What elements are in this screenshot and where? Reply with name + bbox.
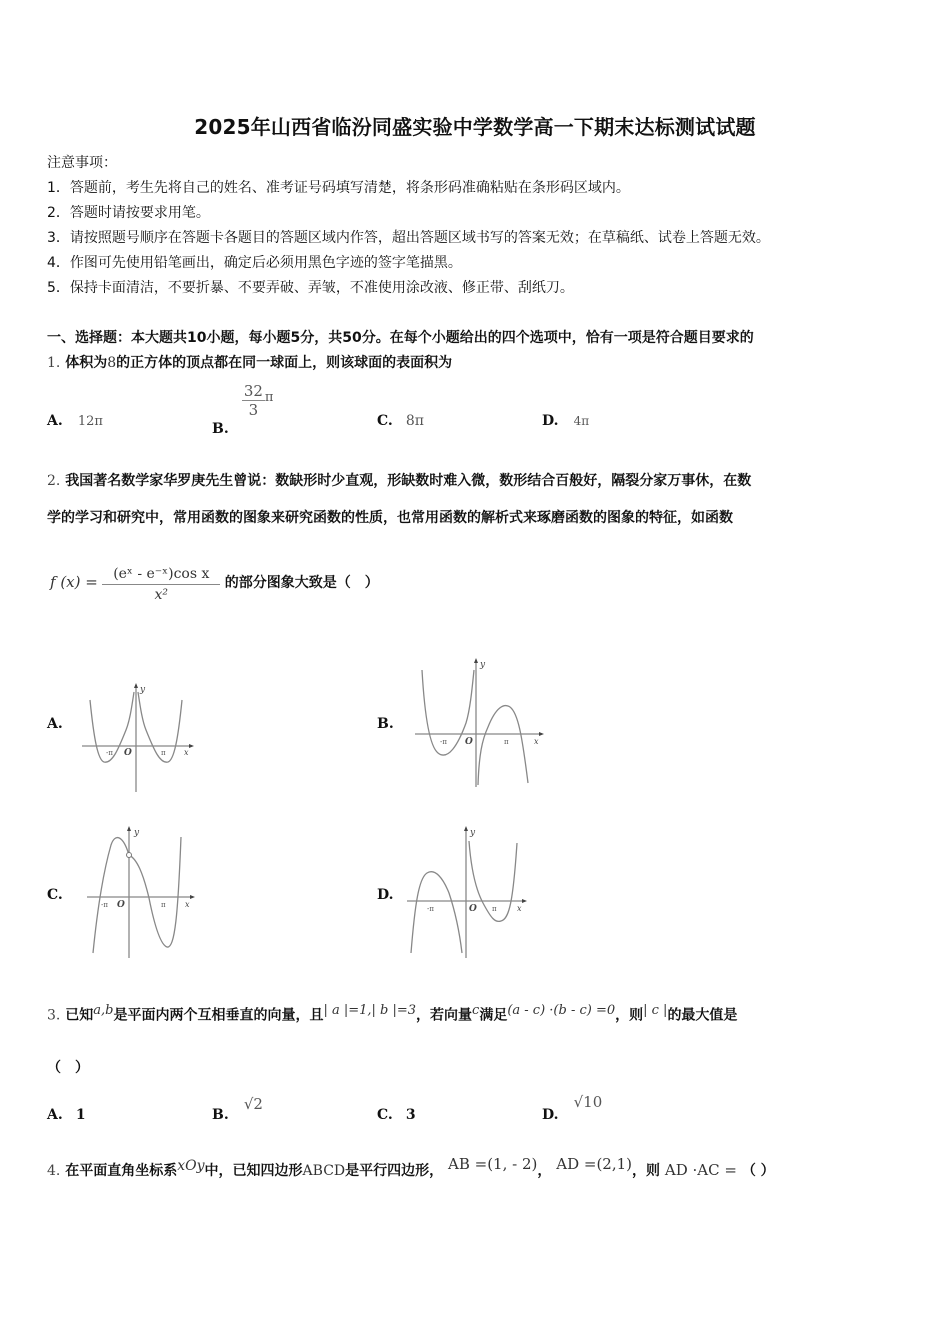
option-value: √2 bbox=[243, 1095, 263, 1113]
svg-text:-π: -π bbox=[106, 749, 113, 757]
option-label: C. bbox=[377, 413, 393, 429]
svg-text:O: O bbox=[124, 748, 132, 758]
option-label: B. bbox=[212, 1107, 229, 1123]
question-text: 我国著名数学家华罗庚先生曾说：数缺形时少直观，形缺数时难入微，数形结合百般好，隔裂分家万事休，在数 bbox=[65, 473, 752, 489]
option-value: π bbox=[264, 390, 274, 405]
svg-text:y: y bbox=[480, 660, 486, 670]
math-expression: c bbox=[472, 1003, 480, 1018]
formula-denominator: x² bbox=[154, 587, 169, 603]
q2-graph-c[interactable] bbox=[85, 823, 200, 963]
svg-text:-π: -π bbox=[440, 738, 447, 746]
svg-text:y: y bbox=[470, 828, 476, 838]
math-expression: | a |=1,| b |=3 bbox=[323, 1003, 417, 1018]
svg-text:x: x bbox=[534, 737, 539, 746]
option-label: D. bbox=[542, 413, 559, 429]
question-3 bbox=[47, 1003, 737, 1025]
option-value: 1 bbox=[75, 1107, 86, 1123]
question-1 bbox=[47, 352, 452, 372]
question-text: 体积为 bbox=[65, 355, 108, 371]
q2-option-b-label[interactable]: B. bbox=[377, 716, 394, 732]
fraction-numerator: 32 bbox=[243, 382, 263, 400]
q1-option-a[interactable] bbox=[47, 410, 103, 429]
svg-text:π: π bbox=[504, 738, 509, 746]
fraction-bar bbox=[102, 584, 220, 585]
math-expression: | c | bbox=[643, 1003, 668, 1018]
q1-option-b[interactable] bbox=[212, 382, 274, 437]
question-number: 4. bbox=[47, 1163, 61, 1179]
q3-option-d[interactable] bbox=[542, 1093, 603, 1123]
svg-text:O: O bbox=[117, 900, 125, 910]
question-text: 中，已知四边形 bbox=[204, 1163, 303, 1179]
vector-ab: AB =(1, - 2) bbox=[448, 1155, 538, 1173]
option-label: A. bbox=[47, 413, 63, 429]
question-text: ，若向量 bbox=[416, 1007, 473, 1024]
question-text: ，则 bbox=[632, 1163, 661, 1179]
q1-option-c[interactable] bbox=[377, 410, 424, 429]
question-2-line1 bbox=[47, 470, 751, 490]
option-label: D. bbox=[542, 1107, 559, 1123]
note-item: 2．答题时请按要求用笔。 bbox=[47, 205, 210, 221]
option-label: B. bbox=[212, 421, 229, 437]
q2-graph-a[interactable] bbox=[80, 680, 200, 795]
svg-text:y: y bbox=[140, 685, 146, 695]
svg-text:O: O bbox=[469, 904, 477, 914]
math-expression: ABCD bbox=[302, 1163, 346, 1179]
q2-option-a-label[interactable]: A. bbox=[47, 716, 63, 732]
math-expression: (a - c) ·(b - c) =0 bbox=[507, 1003, 616, 1018]
fraction bbox=[242, 382, 265, 419]
svg-text:O: O bbox=[465, 737, 473, 747]
page-title: 2025年山西省临汾同盛实验中学数学高一下期末达标测试试题 bbox=[194, 115, 756, 139]
question-4 bbox=[47, 1155, 775, 1180]
option-value: 8π bbox=[405, 413, 424, 429]
svg-text:x: x bbox=[517, 904, 522, 913]
question-number: 1. bbox=[47, 355, 61, 371]
math-expression: xOy bbox=[177, 1158, 205, 1174]
svg-text:x: x bbox=[185, 900, 190, 909]
question-number: 2. bbox=[47, 473, 61, 489]
note-item: 3．请按照题号顺序在答题卡各题目的答题区域内作答，超出答题区域书写的答案无效；在草稿纸、试卷上答题无效。 bbox=[47, 230, 770, 246]
question-text: 是平面内两个互相垂直的向量，且 bbox=[113, 1007, 324, 1024]
option-value: 4π bbox=[573, 414, 590, 428]
q3-option-b[interactable] bbox=[212, 1095, 263, 1123]
answer-paren: （ ） bbox=[741, 1163, 775, 1179]
option-label: A. bbox=[47, 1107, 63, 1123]
option-value: 12π bbox=[77, 414, 103, 429]
q2-graph-d[interactable] bbox=[405, 823, 530, 963]
question-text: 是平行四边形， bbox=[345, 1163, 444, 1179]
question-text: 在平面直角坐标系 bbox=[65, 1163, 178, 1179]
question-text: 的最大值是 bbox=[667, 1007, 738, 1024]
option-label: C. bbox=[377, 1107, 393, 1123]
q1-option-d[interactable] bbox=[542, 410, 589, 429]
question-2-line2: 学的学习和研究中，常用函数的图象来研究函数的性质，也常用函数的解析式来琢磨函数的图象的特征，如函数 bbox=[47, 510, 733, 526]
notes-heading: 注意事项： bbox=[47, 155, 117, 171]
note-item: 1．答题前，考生先将自己的姓名、准考证号码填写清楚，将条形码准确粘贴在条形码区域内。 bbox=[47, 180, 630, 196]
question-text: ，则 bbox=[615, 1007, 644, 1024]
q3-option-a[interactable] bbox=[47, 1104, 86, 1123]
svg-text:π: π bbox=[492, 905, 497, 913]
q2-graph-b[interactable] bbox=[410, 655, 550, 795]
q3-option-c[interactable] bbox=[377, 1104, 416, 1123]
q2-option-c-label[interactable]: C. bbox=[47, 887, 63, 903]
formula-fraction bbox=[102, 566, 220, 603]
note-item: 5．保持卡面清洁，不要折暴、不要弄破、弄皱，不准使用涂改液、修正带、刮纸刀。 bbox=[47, 280, 574, 296]
svg-text:-π: -π bbox=[427, 905, 434, 913]
fraction-denominator: 3 bbox=[248, 401, 259, 419]
svg-text:y: y bbox=[134, 828, 140, 838]
formula-numerator: (eˣ - e⁻ˣ)cos x bbox=[113, 566, 210, 582]
q2-option-d-label[interactable]: D. bbox=[377, 887, 394, 903]
svg-text:π: π bbox=[161, 749, 166, 757]
question-number: 3. bbox=[47, 1007, 61, 1024]
question-text: 满足 bbox=[479, 1007, 508, 1024]
formula-lhs: f (x) = bbox=[50, 572, 98, 591]
svg-text:π: π bbox=[161, 901, 166, 909]
svg-text:-π: -π bbox=[101, 901, 108, 909]
vector-ad: AD =(2,1) bbox=[556, 1155, 633, 1173]
math-expression: a,b bbox=[93, 1003, 114, 1018]
q2-formula bbox=[50, 566, 379, 603]
option-value: 3 bbox=[405, 1107, 416, 1123]
option-value: √10 bbox=[573, 1093, 603, 1111]
section-heading: 一、选择题：本大题共10小题，每小题5分，共50分。在每个小题给出的四个选项中，恰有一项是符合题目要求的 bbox=[47, 330, 754, 346]
question-text: 已知 bbox=[65, 1007, 94, 1024]
note-item: 4．作图可先使用铅笔画出，确定后必须用黑色字迹的签字笔描黑。 bbox=[47, 255, 462, 271]
question-text: 的部分图象大致是（ ） bbox=[224, 574, 379, 591]
math-expression: 8 bbox=[107, 355, 117, 371]
question-text: ， bbox=[537, 1163, 552, 1179]
math-expression: AD ·AC = bbox=[664, 1161, 737, 1179]
svg-text:x: x bbox=[184, 748, 189, 757]
question-text: 的正方体的顶点都在同一球面上，则该球面的表面积为 bbox=[116, 355, 453, 371]
question-3-paren: （ ） bbox=[47, 1060, 89, 1076]
